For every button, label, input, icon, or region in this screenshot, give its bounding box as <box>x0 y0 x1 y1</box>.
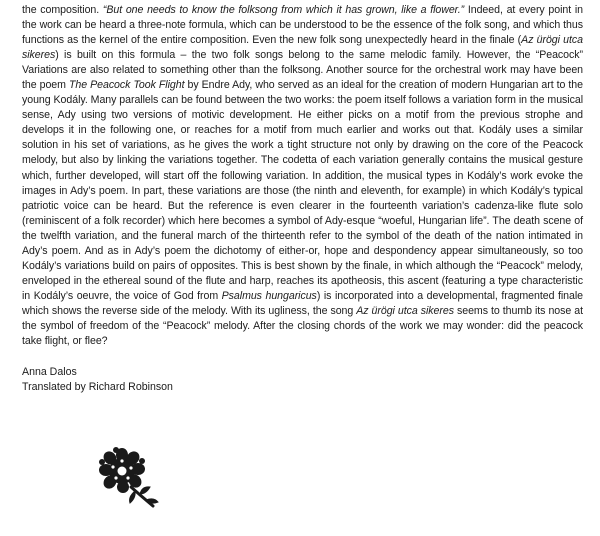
article-text: seems to thumb its nose at the symbol of freedom of the “Peacock” melody. After the closing chords of the work we may wonder: did the peacock take flight, or flee? <box>22 304 583 348</box>
quote-italic: “But one needs to know the folksong from which it has grown, like a flower.” <box>102 4 465 16</box>
song-title-italic: Az ürögi utca sikeres <box>22 34 583 62</box>
flower-stem-leaves <box>130 487 158 506</box>
article-text: the composition. <box>22 4 103 16</box>
article-body <box>22 3 583 349</box>
credits-block <box>22 365 173 395</box>
article-text: ) is built on this formula – the two folk songs belong to the same melodic family. However, the “Peacock” Variations are also related to something other than the folksong. Another source for the orchestral work may have been the poem <box>22 49 583 92</box>
song-title-italic: Az ürögi utca sikeres <box>356 304 454 317</box>
author-name: Anna Dalos <box>22 366 77 378</box>
flower-ornament-icon <box>98 447 160 509</box>
article-text: by Endre Ady, who served as an ideal for the creation of modern Hungarian art to the young Kodály. Many parallels can be found between the two works: the poem itself follows a variation form in the musical sense, Ady using two versions of motivic development. He either picks on a motif from the previous strophe and develops it in the following one, or reaches for a motif from much earlier and works out that. Kodály uses a similar solution in his set of variations, as he gives the work a tight structure not only by drawing on the core of the Peacock melody, but also by linking the variations together. The codetta of each variation generally contains the musical gesture which, further developed, will start off the following variation. In addition, the musical types in Kodály’s work evoke the images in Ady’s poem. In part, these variations are those (the ninth and eleventh, for example) in which Kodály’s typical patriotic voice can be heard. But the reference is even clearer in the fourteenth variation’s cadenza-like flute solo (reminiscent of a folk recorder) which here becomes a symbol of Ady-esque “woeful, Hungarian life”. The death scene of the twelfth variation, and the funeral march of the thirteenth refer to the symbol of the death of the nation intimated in Ady’s poem. And as in Ady’s poem the dichotomy of either-or, hope and despondency appear simultaneously, so too Kodály’s variations build on pairs of opposites. This is best shown by the finale, in which although the “Peacock” melody, enveloped in the ethereal sound of the flute and harp, reaches its apotheosis, this ascent (featuring a type characteristic in Kodály’s oeuvre, the voice of God from <box>22 79 583 302</box>
work-title-italic: Psalmus hungaricus <box>221 289 317 302</box>
article-text: ) is incorporated into a developmental, fragmented finale which shows the reverse side of the melody. With its ugliness, the song <box>22 289 583 317</box>
poem-title-italic: The Peacock Took Flight <box>68 79 185 92</box>
article-text: Indeed, at every point in the work can be heard a three-note formula, which can be understood to be the essence of the folk song, and which thus functions as the kernel of the entire composition. Even the new folk song unexpectedly heard in the finale ( <box>22 4 583 47</box>
translator-credit: Translated by Richard Robinson <box>22 381 173 393</box>
